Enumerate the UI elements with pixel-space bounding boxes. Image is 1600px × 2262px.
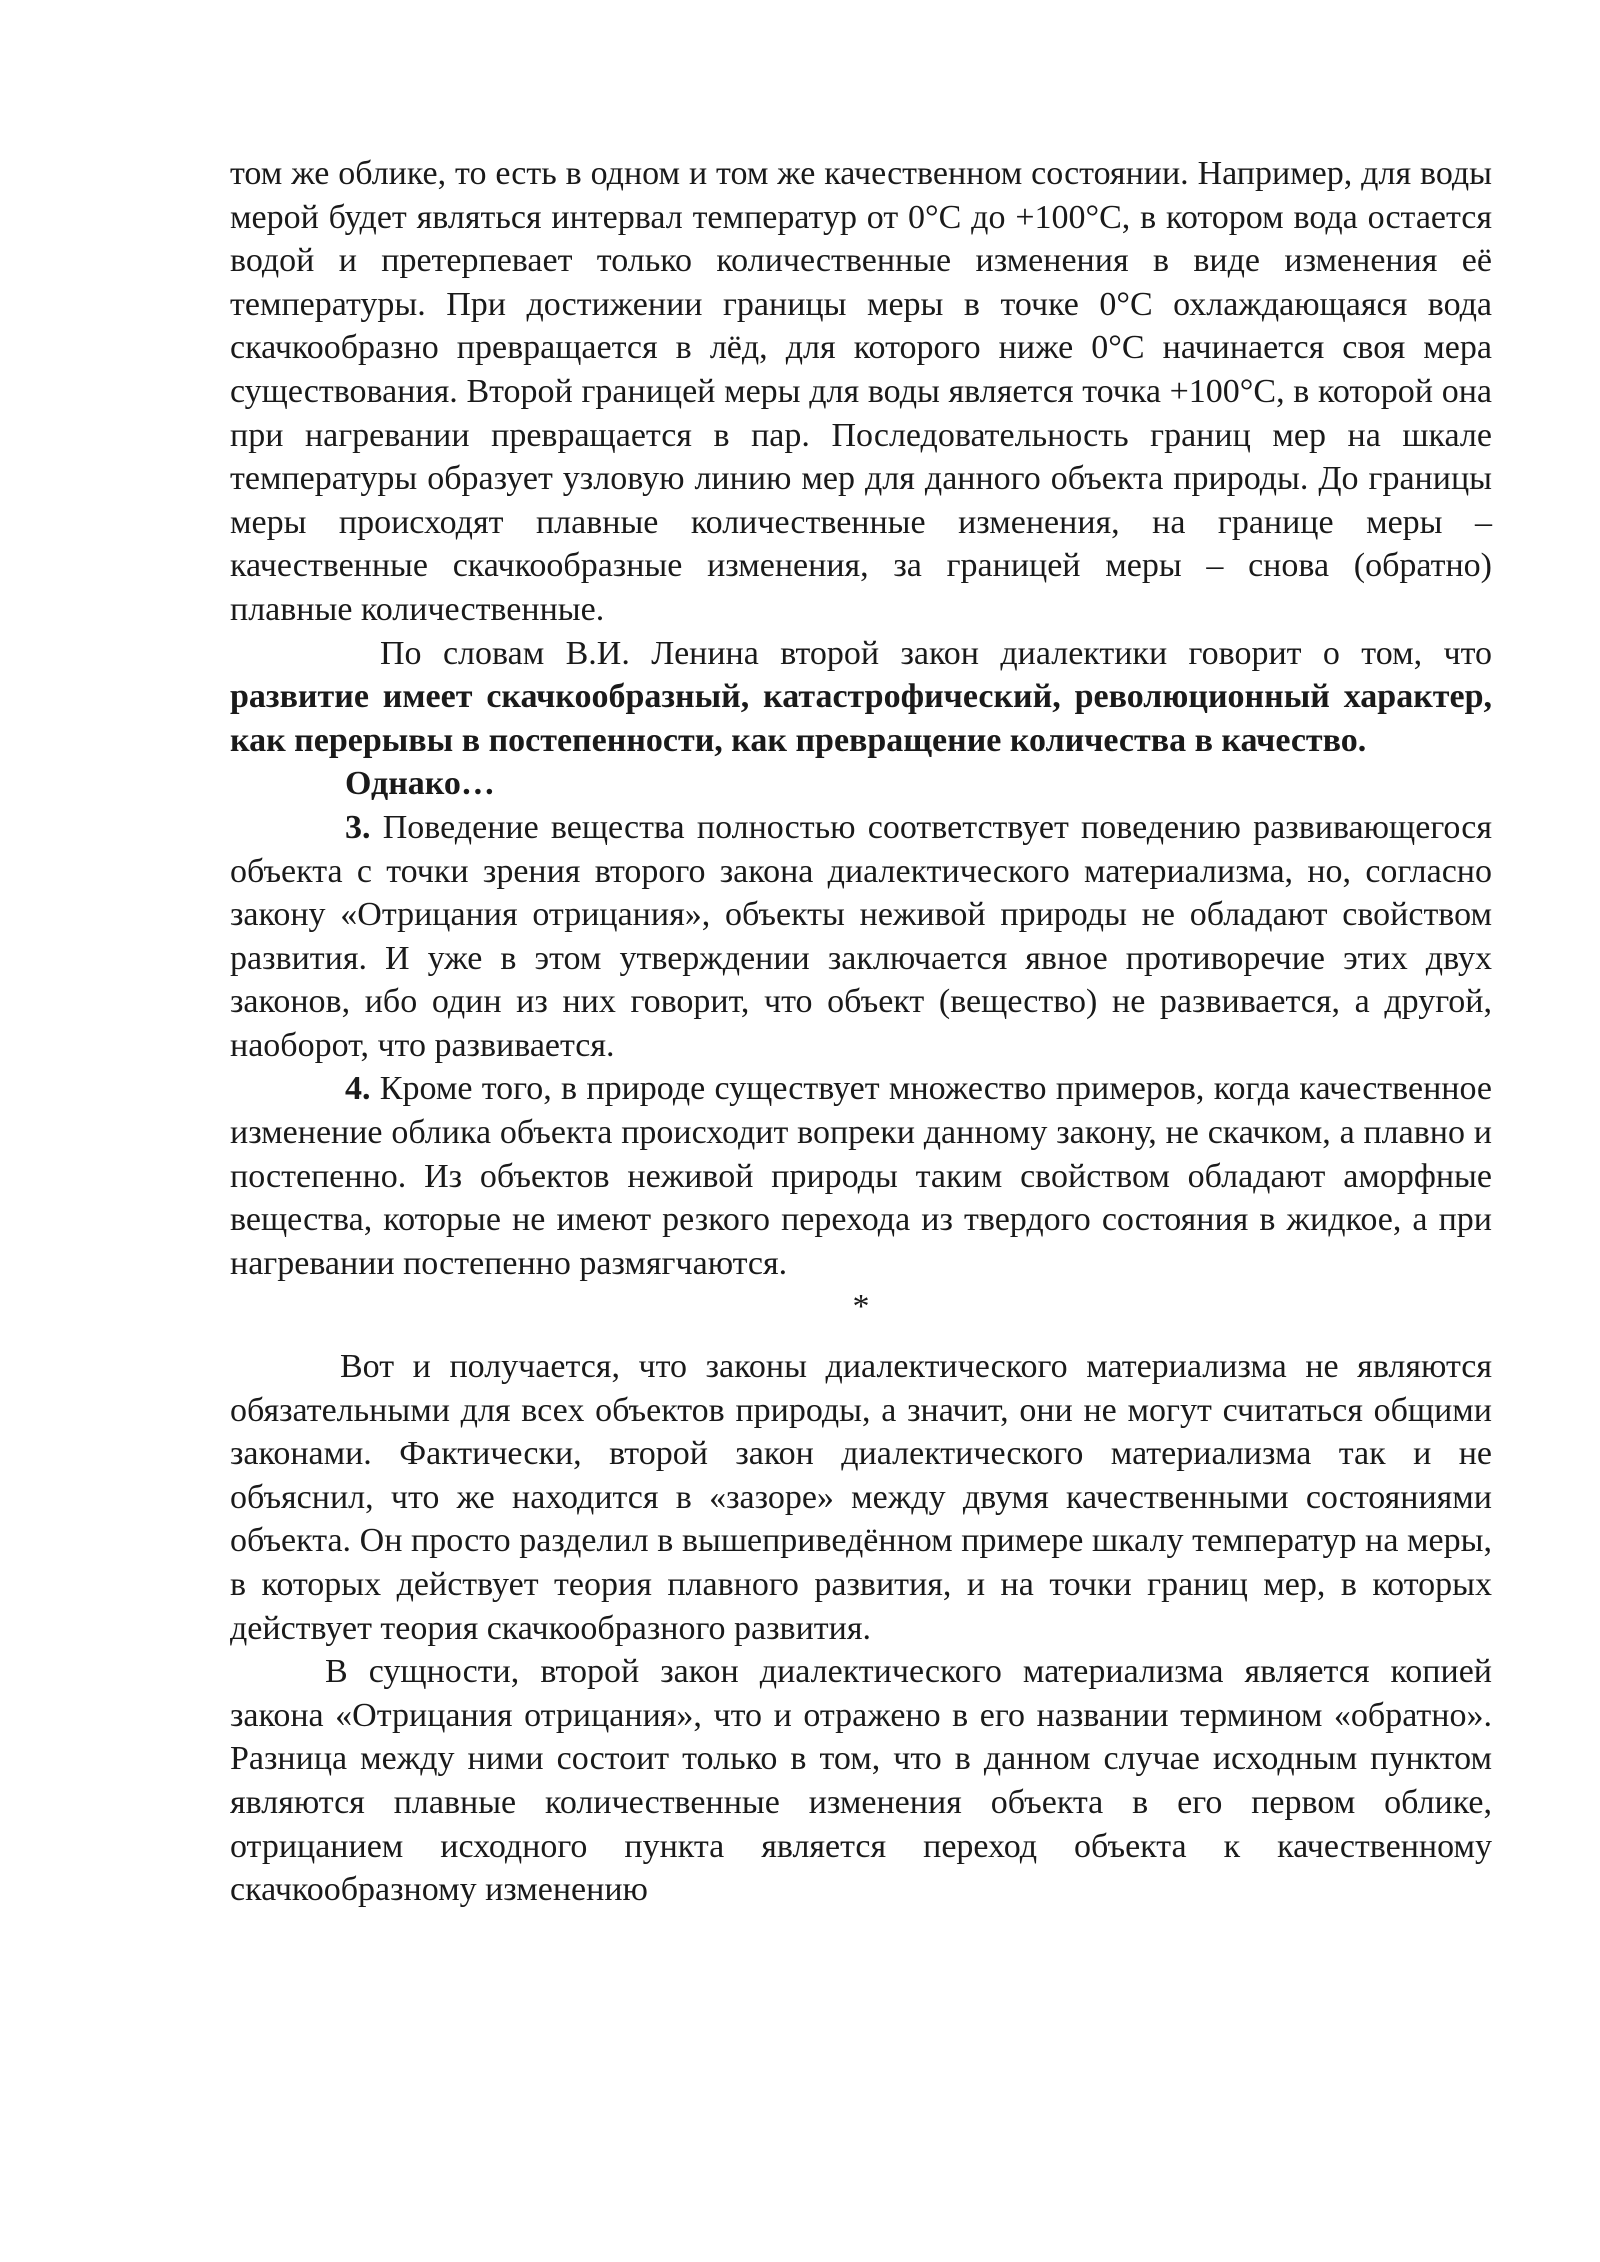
paragraph-point-4 <box>230 1067 1492 1285</box>
separator-gap <box>230 1329 1492 1345</box>
point-3-number: 3. <box>345 808 371 846</box>
paragraph-point-3 <box>230 806 1492 1068</box>
point-4-text: Кроме того, в природе существует множество примеров, когда качественное изменение облика объекта происходит вопреки данному закону, не скачком, а плавно и постепенно. Из объектов неживой природы таким свойством обладают аморфные вещества, которые не имеют резкого перехода из твердого состояния в жидкое, а при нагревании постепенно размягчаются. <box>230 1070 1492 1282</box>
lenin-quote-intro: По словам В.И. Ленина второй закон диалектики говорит о том, что <box>380 634 1492 672</box>
paragraph-essence: В сущности, второй закон диалектического материализма является копией закона «Отрицания отрицания», что и отражено в его названии термином «обратно». Разница между ними состоит только в том, что в данном случае исходным пунктом являются плавные количественные изменения объекта в его первом облике, отрицанием исходного пункта является переход объекта к качественному скачкообразному изменению <box>230 1653 1492 1909</box>
section-separator: * <box>852 1288 870 1326</box>
lenin-quote-bold: развитие имеет скачкообразный, катастрофический, революционный характер, как перерывы в постепенности, как превращение количества в качество. <box>230 678 1492 759</box>
paragraph-however: Однако… <box>345 765 495 803</box>
paragraph-water-example: том же облике, то есть в одном и том же качественном состоянии. Например, для воды мерой будет являться интервал температур от 0°С до +100°С, в котором вода остается водой и претерпевает только количественные изменения в виде изменения её температуры. При достижении границы меры в точке 0°С охлаждающаяся вода скачкообразно превращается в лёд, для которого ниже 0°С начинается своя мера существования. Второй границей меры для воды является точка +100°С, в которой она при нагревании превращается в пар. Последовательность границ мер на шкале температуры образует узловую линию мер для данного объекта природы. До границы меры происходят плавные количественные изменения, на границе меры – качественные скачкообразные изменения, за границей меры – снова (обратно) плавные количественные. <box>230 155 1492 628</box>
document-page <box>230 152 1492 1912</box>
point-3-text: Поведение вещества полностью соответствует поведению развивающегося объекта с точки зрения второго закона диалектического материализма, но, согласно закону «Отрицания отрицания», объекты неживой природы не обладают свойством развития. И уже в этом утверждении заключается явное противоречие этих двух законов, ибо один из них говорит, что объект (вещество) не развивается, а другой, наоборот, что развивается. <box>230 808 1492 1064</box>
paragraph-lenin-quote <box>230 632 1492 763</box>
point-4-number: 4. <box>345 1070 371 1108</box>
paragraph-conclusion: Вот и получается, что законы диалектического материализма не являются обязательными для всех объектов природы, а значит, они не могут считаться общими законами. Фактически, второй закон диалектического материализма так и не объяснил, что же находится в «зазоре» между двумя качественными состояниями объекта. Он просто разделил в вышеприведённом примере шкалу температур на меры, в которых действует теория плавного развития, и на точки границ мер, в которых действует теория скачкообразного развития. <box>230 1348 1492 1647</box>
